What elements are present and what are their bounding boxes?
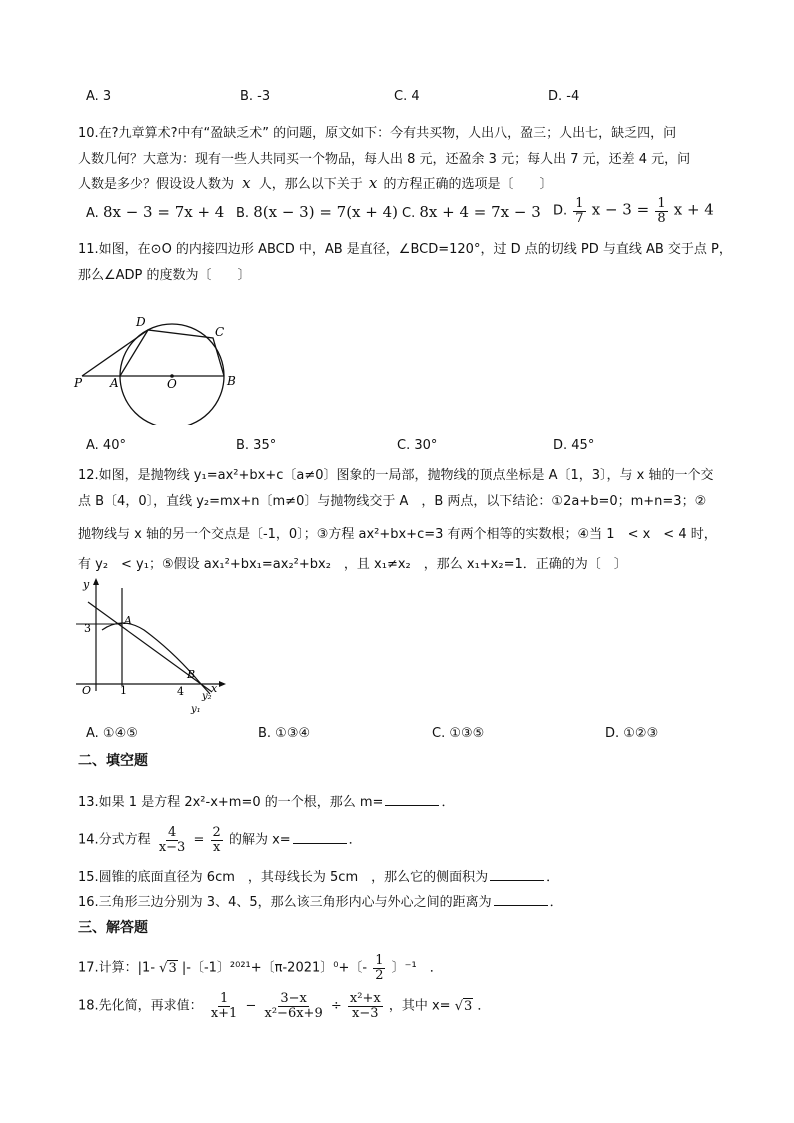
q10-option-a: A. 8x − 3 = 7x + 4 [86, 203, 225, 221]
q10-line-3: 人数是多少？假设设人数为 x 人，那么以下关于 x 的方程正确的选项是〔 〕 [78, 174, 553, 192]
section-solutions-heading: 三、解答题 [78, 920, 148, 936]
label-y1: y₁ [191, 704, 201, 715]
label-y-axis: y [83, 578, 90, 591]
q12-parabola-graph [74, 576, 234, 716]
x-axis-arrow [219, 681, 226, 687]
label-a: A [110, 376, 119, 390]
parabola-y1 [102, 623, 210, 694]
section-fill-in-blank-heading: 二、填空题 [78, 753, 148, 769]
q11-line-1: 11.如图，在⊙O 的内接四边形 ABCD 中，AB 是直径，∠BCD=120°，过 D 点的切线 PD 与直线 AB 交于点 P， [78, 242, 732, 257]
q15-answer-blank [490, 879, 544, 881]
q11-option-c: C. 30° [397, 438, 438, 453]
label-b: B [227, 374, 236, 388]
q12-option-b: B. ①③④ [258, 726, 311, 741]
q14: 14.分式方程 $\frac{4}{x-3}$ = $\frac{2}{x}$ 的解为 x= ． [78, 825, 362, 855]
label-point-b: B [187, 668, 196, 681]
q16: 16.三角形三边分别为 3、4、5，那么该三角形内心与外心之间的距离为 ． [78, 895, 563, 910]
q13-answer-blank [385, 804, 439, 806]
q11-line-2: 那么∠ADP 的度数为〔 〕 [78, 268, 251, 283]
q12-option-a: A. ①④⑤ [86, 726, 138, 741]
q12-line-3: 抛物线与 x 轴的另一个交点是〔-1，0〕；③方程 ax²+bx+c=3 有两个相等的实数根；④当 1 < x < 4 时， [78, 527, 717, 542]
q12-option-d: D. ①②③ [605, 726, 659, 741]
quadrilateral-abcd [120, 330, 224, 376]
q12-line-1: 12.如图，是抛物线 y₁=ax²+bx+c〔a≠0〕图象的一局部，抛物线的顶点坐标是 A〔1，3〕，与 x 轴的一个交 [78, 468, 714, 483]
q12-line-4: 有 y₂ < y₁；⑤假设 ax₁²+bx₁=ax₂²+bx₂ ，且 x₁≠x₂ ，那么 x₁+x₂=1．正确的为〔 〕 [78, 557, 627, 572]
label-d: D [136, 315, 146, 329]
q18: 18.先化简，再求值： $\frac{1}{x+1}$ − $\frac{3-x}{\text{x²−6x+9}}$ ÷ $\frac{\text{x²+x}}{x-3}$ ，其中 x= √3 ． [78, 991, 491, 1021]
q10-option-b: B. 8(x − 3) = 7(x + 4) [236, 203, 399, 221]
q17: 17.计算：|1- √3 |-〔-1〕²⁰²¹+〔π-2021〕⁰+〔- $\frac{1}{2}$ 〕⁻¹ ． [78, 953, 443, 983]
label-p: P [74, 376, 83, 390]
q10-option-d: D. $\frac{1}{7}$ x − 3 = $\frac{1}{8}$ x + 4 [553, 196, 714, 226]
label-three: 3 [84, 622, 91, 635]
q16-answer-blank [494, 904, 548, 906]
q13: 13.如果 1 是方程 2x²-x+m=0 的一个根，那么 m= ． [78, 795, 455, 810]
q11-option-d: D. 45° [553, 438, 595, 453]
q11-option-a: A. 40° [86, 438, 126, 453]
label-origin: O [82, 684, 92, 697]
q12-option-c: C. ①③⑤ [432, 726, 485, 741]
label-four: 4 [177, 685, 184, 698]
q10-line-1: 10.在?九章算术?中有“盈缺乏术” 的问题，原文如下：今有共买物，人出八，盈三；人出七，缺乏四，问 [78, 126, 677, 141]
q10-line-2: 人数几何？大意为：现有一些人共同买一个物品，每人出 8 元，还盈余 3 元；每人出 7 元，还差 4 元，问 [78, 152, 691, 167]
q11-circle-diagram [70, 310, 250, 425]
label-y2: y₂ [202, 691, 212, 702]
q14-answer-blank [293, 842, 347, 844]
q9-option-a: A. 3 [86, 89, 112, 104]
label-c: C [215, 325, 225, 339]
y-axis-arrow [93, 578, 99, 585]
q9-option-b: B. -3 [240, 89, 271, 104]
q9-option-c: C. 4 [394, 89, 420, 104]
q15: 15.圆锥的底面直径为 6cm ，其母线长为 5cm ，那么它的侧面积为 ． [78, 870, 560, 885]
q10-option-c: C. 8x + 4 = 7x − 3 [402, 203, 541, 221]
q9-option-d: D. -4 [548, 89, 580, 104]
q11-option-b: B. 35° [236, 438, 277, 453]
q12-line-2: 点 B〔4，0〕，直线 y₂=mx+n〔m≠0〕与抛物线交于 A ，B 两点，以下结论：①2a+b=0；m+n=3；② [78, 494, 707, 509]
label-o: O [167, 377, 177, 391]
label-x-axis: x [211, 682, 218, 695]
tangent-pd [82, 330, 148, 376]
label-one: 1 [120, 684, 127, 697]
label-point-a: A [124, 614, 132, 627]
